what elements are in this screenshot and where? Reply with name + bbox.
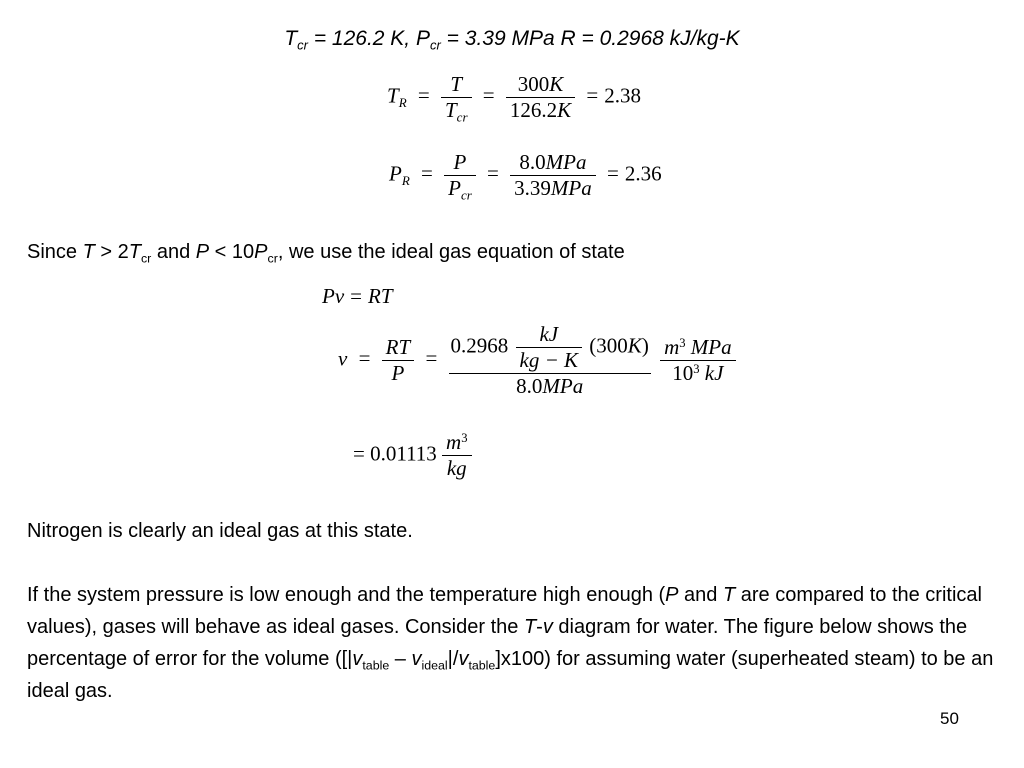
page-number: 50 — [940, 709, 959, 728]
rt-over-p-fraction: $\frac{RT}{P}$ — [382, 335, 415, 386]
reduced-pressure-equation: $P_R$ = $\frac{P}{P_{cr}}$ = $\frac{\text{8.0MPa}}{\text{3.39MPa}}$ = 2.36 — [389, 150, 662, 203]
tr-result: 2.38 — [604, 83, 641, 108]
pr-result: 2.36 — [624, 161, 662, 186]
pr-fraction-numeric: $\frac{\text{8.0MPa}}{\text{3.39MPa}}$ — [510, 150, 596, 201]
critical-properties-line: $T_{cr} = 126.2$ K, $P_{cr} = 3.39$ MPa R = 0.2968 kJ/kg-K — [284, 27, 740, 53]
tr-fraction-symbolic: $\frac{T}{T_{cr}}$ — [441, 72, 472, 123]
since-statement: Since $T > 2T_{cr}$ and $P < 10P_{cr}$, we use the ideal gas equation of state — [27, 241, 625, 266]
volume-result: = 0.01113 $\frac{m^3}{kg}$ — [353, 430, 472, 481]
pr-fraction-symbolic: $\frac{P}{P_{cr}}$ — [444, 150, 476, 201]
unit-conversion-fraction: $\frac{m^3 MPa}{10^3 kJ}$ — [660, 335, 736, 386]
tr-fraction-numeric: $\frac{300K}{126.2K}$ — [506, 72, 575, 123]
ideal-gas-equation: Pv = RT — [322, 284, 393, 308]
substituted-fraction: 0.2968 $\frac{kJ}{kg - K}$ (300K) 8.0MPa — [450, 322, 649, 398]
ideal-gas-paragraph: If the system pressure is low enough and the temperature high enough (P and T are compared to the critical values), gases will behave as ideal gases. Consider the T-v diagram for water. The figure below shows the percentage of error for the volume $([|v_{table} - v_{ideal}|/v_{table}]x100)$ for assuming water (superheated steam) to be an ideal gas. — [27, 584, 994, 702]
m3-per-kg-fraction: $\frac{m^3}{kg}$ — [442, 430, 471, 481]
reduced-temperature-equation: $T_R$ = $\frac{T}{T_{cr}}$ = $\frac{300K}{126.2K}$ = 2.38 — [387, 72, 641, 125]
specific-volume-equation: v = $\frac{RT}{P}$ = 0.2968 $\frac{kJ}{kg - K}$ (300K) 8.0MPa $\frac{m^3 MPa}{10^3 kJ}$ — [338, 322, 736, 399]
kj-per-kgk-fraction: $\frac{kJ}{kg - K}$ — [516, 322, 583, 373]
conclusion-text: Nitrogen is clearly an ideal gas at this state. — [27, 520, 413, 542]
